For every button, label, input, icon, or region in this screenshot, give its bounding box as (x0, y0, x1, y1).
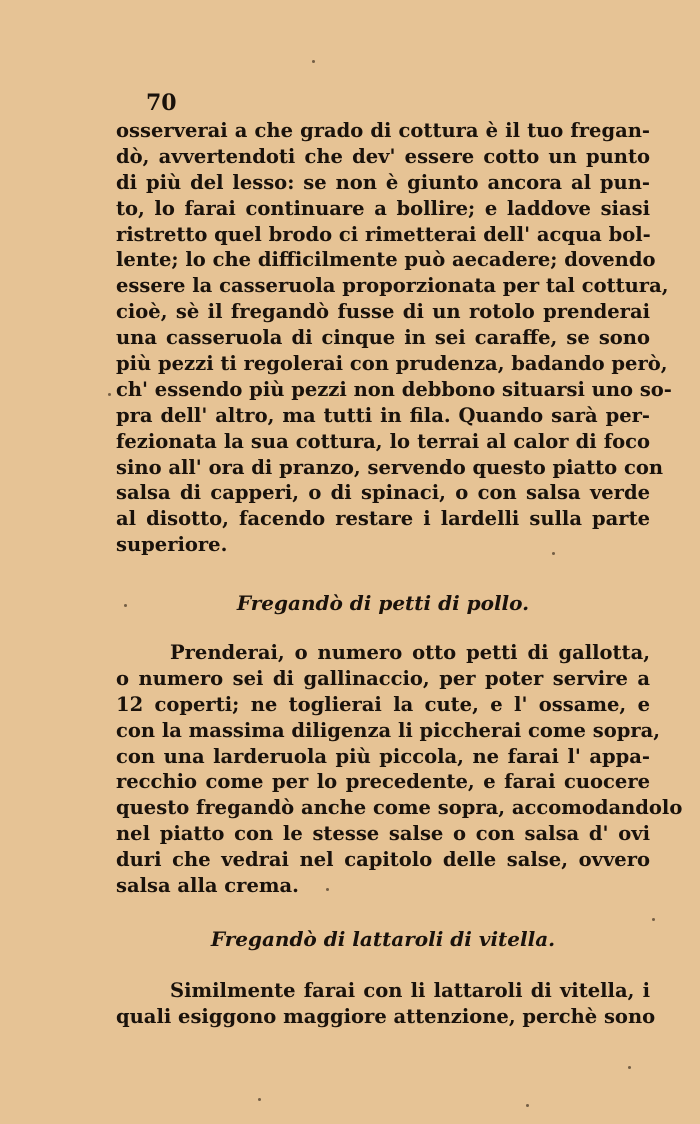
paragraph-line: fezionata la sua cottura, lo terrai al calor di foco (116, 429, 650, 453)
paragraph-line: lente; lo che difficilmente può aecadere; dovendo (116, 248, 656, 272)
paragraph-line: una casseruola di cinque in sei caraffe, se sono (116, 326, 650, 350)
paragraph-line: questo fregandò anche come sopra, accomodandolo (116, 796, 683, 820)
paragraph-line: Prenderai, o numero otto petti di gallotta, (170, 641, 650, 664)
paragraph-line: o numero sei di gallinaccio, per poter servire a (116, 666, 650, 690)
paragraph-line: Similmente farai con li lattaroli di vitella, i (170, 979, 650, 1002)
paragraph-line: cioè, sè il fregandò fusse di un rotolo prenderai (116, 300, 650, 324)
paragraph-line: salsa alla crema. (116, 874, 299, 898)
paragraph-line: con una larderuola più piccola, ne farai l' appa- (116, 744, 650, 768)
paragraph-line: pra dell' altro, ma tutti in fila. Quando sarà per- (116, 403, 650, 427)
paragraph-2 (116, 640, 683, 899)
paragraph-line: sino all' ora di pranzo, servendo questo piatto con (116, 455, 664, 479)
paragraph-line: ristretto quel brodo ci rimetterai dell' acqua bol- (116, 222, 651, 246)
paragraph-line: salsa di capperi, o di spinaci, o con salsa verde (116, 481, 650, 505)
paragraph-line: osserverai a che grado di cottura è il tuo fregan- (116, 119, 650, 142)
paragraph-line: superiore. (116, 533, 228, 557)
paragraph-line: con la massima diligenza li piccherai come sopra, (116, 718, 661, 742)
paragraph-line: nel piatto con le stesse salse o con salsa d' ovi (116, 822, 650, 846)
page-number: 70 (146, 90, 177, 116)
paragraph-1 (116, 118, 672, 558)
paper-speck (652, 918, 655, 921)
paragraph-line: essere la casseruola proporzionata per tal cottura, (116, 274, 669, 298)
paper-speck (258, 1098, 261, 1101)
paper-speck (628, 1066, 631, 1069)
paragraph-line: ch' essendo più pezzi non debbono situarsi uno so- (116, 377, 672, 401)
paragraph-line: di più del lesso: se non è giunto ancora al pun- (116, 170, 650, 194)
paragraph-3 (116, 978, 656, 1030)
paper-speck (124, 604, 127, 607)
paper-speck (326, 888, 329, 891)
section-heading: Fregandò di lattaroli di vitella. (210, 927, 556, 951)
paragraph-line: al disotto, facendo restare i lardelli sulla parte (116, 507, 650, 531)
section-heading: Fregandò di petti di pollo. (236, 591, 530, 615)
paragraph-line: duri che vedrai nel capitolo delle salse, ovvero (116, 848, 650, 872)
paragraph-line: recchio come per lo precedente, e farai cuocere (116, 770, 650, 794)
paper-speck (552, 552, 555, 555)
paper-speck (526, 1104, 529, 1107)
paragraph-line: 12 coperti; ne toglierai la cute, e l' ossame, e (116, 692, 650, 716)
paragraph-line: quali esiggono maggiore attenzione, perchè sono (116, 1004, 656, 1028)
paragraph-line: dò, avvertendoti che dev' essere cotto un punto (116, 144, 650, 168)
paragraph-line: to, lo farai continuare a bollire; e laddove siasi (116, 196, 650, 220)
paper-speck (312, 60, 315, 63)
paragraph-line: più pezzi ti regolerai con prudenza, badando però, (116, 352, 668, 376)
paper-speck (108, 393, 111, 396)
